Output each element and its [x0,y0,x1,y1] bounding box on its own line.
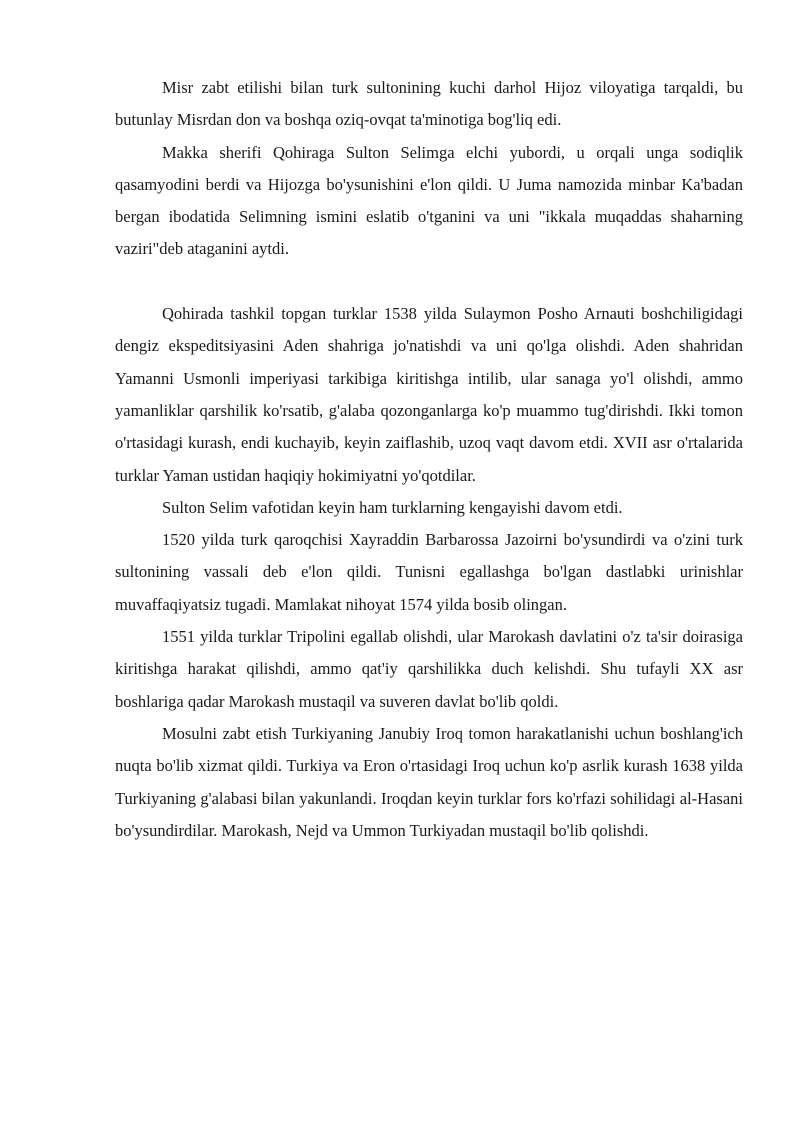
paragraph-hijoz: Misr zabt etilishi bilan turk sultonining kuchi darhol Hijoz viloyatiga tarqaldi, bu butunlay Misrdan don va boshqa oziq-ovqat ta'minotiga bog'liq edi. [115,78,743,130]
paragraph-tripoli-marokash: 1551 yilda turklar Tripolini egallab olishdi, ular Marokash davlatini o'z ta'sir doirasiga kiritishga harakat qilishdi, ammo qat'iy qarshilikka duch kelishdi. Shu tufayli XX asr boshlariga qadar Marokash mustaqil va suveren davlat bo'lib qoldi. [115,627,743,711]
paragraph-makka-sherifi: Makka sherifi Qohiraga Sulton Selimga elchi yubordi, u orqali unga sodiqlik qasamyodini berdi va Hijozga bo'ysunishini e'lon qildi. U Juma namozida minbar Ka'badan bergan ibodatida Selimning ismini eslatib o'tganini va uni "ikkala muqaddas shaharning vaziri"deb ataganini aytdi. [115,142,743,259]
body-text [115,72,743,847]
paragraph-barbarossa: 1520 yilda turk qaroqchisi Xayraddin Barbarossa Jazoirni bo'ysundirdi va o'zini turk sultonining vassali deb e'lon qildi. Tunisni egallashga bo'lgan dastlabki urinishlar muvaffaqiyatsiz tugadi. Mamlakat nihoyat 1574 yilda bosib olingan. [115,530,743,614]
paragraph-mosul-iroq: Mosulni zabt etish Turkiyaning Janubiy Iroq tomon harakatlanishi uchun boshlang'ich nuqta bo'lib xizmat qildi. Turkiya va Eron o'rtasidagi Iroq uchun ko'p asrlik kurash 1638 yilda Turkiyaning g'alabasi bilan yakunlandi. Iroqdan keyin turklar fors ko'rfazi sohilidagi al-Hasani bo'ysundirdilar. Marokash, Nejd va Ummon Turkiyadan mustaqil bo'lib qolishdi. [115,723,743,840]
paragraph-sulton-selim: Sulton Selim vafotidan keyin ham turklarning kengayishi davom etdi. [162,497,623,517]
paragraph-aden-yaman: Qohirada tashkil topgan turklar 1538 yilda Sulaymon Posho Arnauti boshchiligidagi dengiz ekspeditsiyasini Aden shahriga jo'natishdi va uni qo'lga olishdi. Aden shahridan Yamanni Usmonli imperiyasi tarkibiga kiritishga intilib, ular sanaga yo'l olishdi, ammo yamanliklar qarshilik ko'rsatib, g'alaba qozonganlarga ko'p muammo tug'dirishdi. Ikki tomon o'rtasidagi kurash, endi kuchayib, keyin zaiflashib, uzoq vaqt davom etdi. XVII asr o'rtalarida turklar Yaman ustidan haqiqiy hokimiyatni yo'qotdilar. [115,304,743,485]
